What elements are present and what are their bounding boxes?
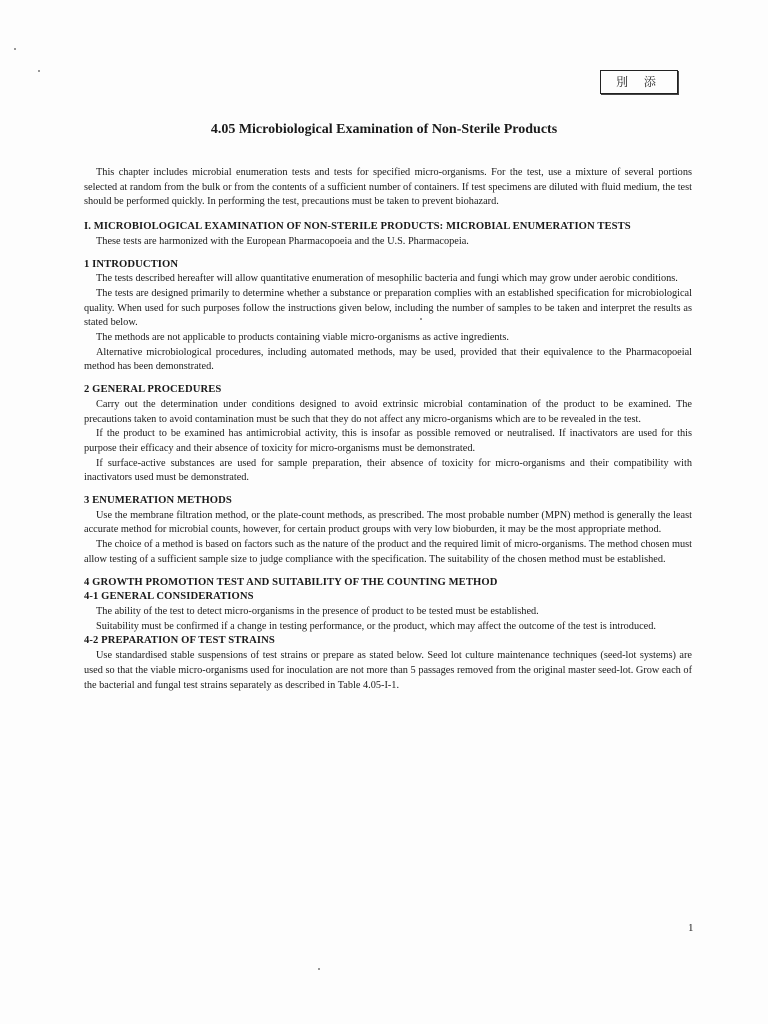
paragraph: Carry out the determination under conditions designed to avoid extrinsic microbial contamination of the product to be examined. The precautions taken to avoid contamination must be such that they do not affect any micro-organisms which are to be revealed in the test. — [84, 398, 692, 425]
page-number: 1 — [688, 922, 694, 934]
section-heading-introduction: 1 INTRODUCTION — [84, 258, 179, 270]
paragraph: Use the membrane filtration method, or the plate-count methods, as prescribed. The most probable number (MPN) method is generally the least accurate method for microbial counts, however, for certain product groups with very low bioburden, it may be the most appropriate method. — [84, 509, 692, 536]
section-heading-growth-promotion: 4 GROWTH PROMOTION TEST AND SUITABILITY OF THE COUNTING METHOD — [84, 576, 498, 588]
paragraph: The methods are not applicable to products containing viable micro-organisms as active ingredients. — [96, 332, 509, 344]
document-body — [84, 166, 692, 693]
part-note: These tests are harmonized with the European Pharmacopoeia and the U.S. Pharmacopeia. — [96, 235, 469, 247]
subsection-heading-general-considerations: 4-1 GENERAL CONSIDERATIONS — [84, 591, 254, 603]
section-heading-enumeration-methods: 3 ENUMERATION METHODS — [84, 495, 232, 507]
section-heading-general-procedures: 2 GENERAL PROCEDURES — [84, 384, 222, 396]
paragraph: Use standardised stable suspensions of test strains or prepare as stated below. Seed lot culture maintenance techniques (seed-lot systems) are used so that the viable micro-organisms used for inoculation are not more than 5 passages removed from the original master seed-lot. Grow each of the bacterial and fungal test strains separately as described in Table 4.05-I-1. — [84, 650, 692, 691]
scan-speck — [14, 48, 16, 50]
paragraph: If the product to be examined has antimicrobial activity, this is insofar as possible removed or neutralised. If inactivators are used for this purpose their efficacy and their absence of toxicity for micro-organisms must be demonstrated. — [84, 428, 692, 454]
paragraph: Alternative microbiological procedures, including automated methods, may be used, provided that their equivalence to the Pharmacopoeial method has been demonstrated. — [84, 346, 692, 373]
part-heading: I. MICROBIOLOGICAL EXAMINATION OF NON-STERILE PRODUCTS: MICROBIAL ENUMERATION TESTS — [84, 221, 631, 233]
paragraph: The choice of a method is based on factors such as the nature of the product and the required limit of micro-organisms. The method chosen must allow testing of a sufficient sample size to judge compliance with the specification. The suitability of the chosen method must be established. — [84, 539, 692, 565]
attachment-stamp: 別 添 — [600, 70, 678, 94]
intro-paragraph: This chapter includes microbial enumeration tests and tests for specified micro-organisms. For the test, use a mixture of several portions selected at random from the bulk or from the contents of a sufficient number of containers. If test specimens are diluted with fluid medium, the test should be performed quickly. In performing the test, precautions must be taken to prevent biohazard. — [84, 167, 692, 208]
paragraph: The tests described hereafter will allow quantitative enumeration of mesophilic bacteria and fungi which may grow under aerobic conditions. — [96, 273, 678, 285]
paragraph: The ability of the test to detect micro-organisms in the presence of product to be tested must be established. — [96, 605, 539, 617]
scan-speck — [38, 70, 40, 72]
scan-speck — [318, 968, 320, 970]
paragraph: The tests are designed primarily to determine whether a substance or preparation complies with an established specification for microbiological quality. When used for such purposes follow the instructions given below, including the number of samples to be taken and interpret the results as stated below. — [84, 287, 692, 329]
page-title: 4.05 Microbiological Examination of Non-Sterile Products — [210, 122, 558, 137]
paragraph: Suitability must be confirmed if a change in testing performance, or the product, which may affect the outcome of the test is introduced. — [96, 620, 656, 632]
paragraph: If surface-active substances are used for sample preparation, their absence of toxicity for micro-organisms and their compatibility with inactivators used must be demonstrated. — [84, 457, 692, 484]
subsection-heading-test-strains: 4-2 PREPARATION OF TEST STRAINS — [84, 635, 275, 647]
